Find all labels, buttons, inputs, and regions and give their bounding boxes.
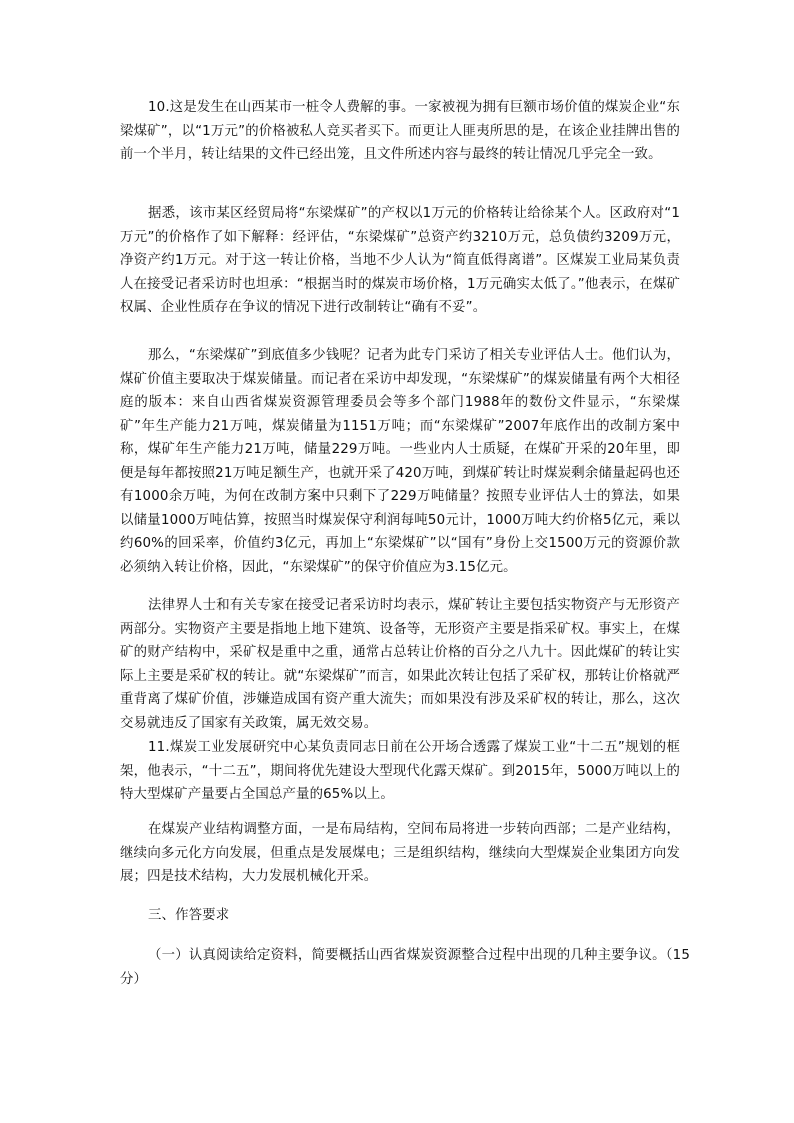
paragraph-sale-details: 据悉，该市某区经贸局将“东梁煤矿”的产权以1万元的价格转让给徐某个人。区政府对“1万元”的价格作了如下解释：经评估，“东梁煤矿”总资产约3210万元，总负债约3209万元，净资产约1万元。对于这一转让价格，当地不少人认为“简直低得离谱”。区煤炭工业局某负责人在接受记者采访时也坦承：“根据当时的煤炭市场价格，1万元确实太低了。”他表示，在煤矿权属、企业性质存在争议的情况下进行改制转让“确有不妥”。 — [120, 206, 680, 315]
paragraph-legal-opinion: 法律界人士和有关专家在接受记者采访时均表示，煤矿转让主要包括实物资产与无形资产两部分。实物资产主要是指地上地下建筑、设备等，无形资产主要是指采矿权。事实上，在煤矿的财产结构中，采矿权是重中之重，通常占总转让价格的百分之八九十。因此煤矿的转让实际上主要是采矿权的转让。就“东梁煤矿”而言，如果此次转让包括了采矿权，那转让价格就严重背离了煤矿价值，涉嫌造成国有资产重大流失；而如果没有涉及采矿权的转让，那么，这次交易就违反了国家有关政策，属无效交易。 — [120, 598, 680, 731]
paragraph-item-10: 10.这是发生在山西某市一桩令人费解的事。一家被视为拥有巨额市场价值的煤炭企业“东梁煤矿”，以“1万元”的价格被私人竞买者买下。而更让人匪夷所思的是，在该企业挂牌出售的前一个半月，转让结果的文件已经出笼，且文件所述内容与最终的转让情况几乎完全一致。 — [120, 100, 680, 162]
paragraph-item-11: 11.煤炭工业发展研究中心某负责同志日前在公开场合透露了煤炭工业“十二五”规划的框架，他表示，“十二五”，期间将优先建设大型现代化露天煤矿。到2015年，5000万吨以上的特大型煤矿产量要占全国总产量的65%以上。 — [120, 740, 680, 802]
paragraph-valuation: 那么，“东梁煤矿”到底值多少钱呢？记者为此专门采访了相关专业评估人士。他们认为，煤矿价值主要取决于煤炭储量。而记者在采访中却发现，“东梁煤矿”的煤炭储量有两个大相径庭的版本：来自山西省煤炭资源管理委员会等多个部门1988年的数份文件显示，“东梁煤矿”年生产能力21万吨，煤炭储量为1151万吨；而“东梁煤矿”2007年底作出的改制方案中称，煤矿年生产能力21万吨，储量229万吨。一些业内人士质疑，在煤矿开采的20年里，即便是每年都按照21万吨足额生产，也就开采了420万吨，到煤矿转让时煤炭剩余储量起码也还有1000余万吨，为何在改制方案中只剩下了229万吨储量？按照专业评估人士的算法，如果以储量1000万吨估算，按照当时煤炭保守利润每吨50元计，1000万吨大约价格5亿元，乘以约60%的回采率，价值约3亿元，再加上“东梁煤矿”以“国有”身份上交1500万元的资源价款必须纳入转让价格，因此，“东梁煤矿”的保守价值应为3.15亿元。 — [120, 348, 680, 575]
question-item-1: （一）认真阅读给定资料，简要概括山西省煤炭资源整合过程中出现的几种主要争议。（15分） — [120, 948, 690, 987]
paragraph-industry-structure: 在煤炭产业结构调整方面，一是布局结构，空间布局将进一步转向西部；二是产业结构，继续向多元化方向发展，但重点是发展煤电；三是组织结构，继续向大型煤炭企业集团方向发展；四是技术结构，大力发展机械化开采。 — [120, 822, 680, 884]
section-heading: 三、作答要求 — [148, 908, 230, 923]
